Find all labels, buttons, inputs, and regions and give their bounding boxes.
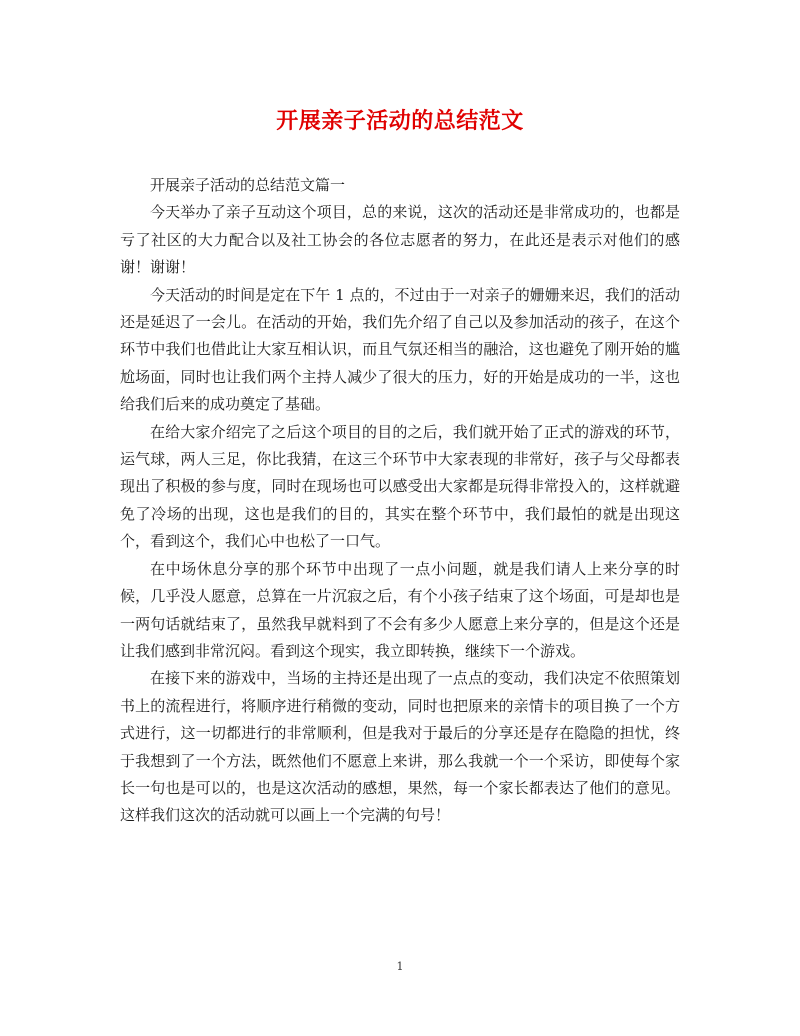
page-number: 1 — [396, 960, 404, 973]
section-heading: 开展亲子活动的总结范文篇一 — [150, 176, 346, 194]
paragraph-2: 今天活动的时间是定在下午 1 点的，不过由于一对亲子的姗姗来迟，我们的活动还是延迟了一会儿。在活动的开始，我们先介绍了自己以及参加活动的孩子，在这个环节中我们也借此让大家互相认识，而且气氛还相当的融洽，这也避免了刚开始的尴尬场面，同时也让我们两个主持人减少了很大的压力，好的开始是成功的一半，这也给我们后来的成功奠定了基础。 — [120, 285, 680, 414]
paragraph-3: 在给大家介绍完了之后这个项目的目的之后，我们就开始了正式的游戏的环节，运气球，两人三足，你比我猜，在这三个环节中大家表现的非常好，孩子与父母都表现出了积极的参与度，同时在现场也可以感受出大家都是玩得非常投入的，这样就避免了冷场的出现，这也是我们的目的，其实在整个环节中，我们最怕的就是出现这个，看到这个，我们心中也松了一口气。 — [120, 422, 680, 551]
paragraph-1: 今天举办了亲子互动这个项目，总的来说，这次的活动还是非常成功的，也都是亏了社区的大力配合以及社工协会的各位志愿者的努力，在此还是表示对他们的感谢！谢谢！ — [120, 203, 680, 277]
document-title: 开展亲子活动的总结范文 — [276, 108, 524, 134]
paragraph-4: 在中场休息分享的那个环节中出现了一点小问题，就是我们请人上来分享的时候，几乎没人愿意，总算在一片沉寂之后，有个小孩子结束了这个场面，可是却也是一两句话就结束了，虽然我早就料到了不会有多少人愿意上来分享的，但是这个还是让我们感到非常沉闷。看到这个现实，我立即转换，继续下一个游戏。 — [120, 559, 680, 660]
document-body — [120, 172, 680, 830]
paragraph-5: 在接下来的游戏中，当场的主持还是出现了一点点的变动，我们决定不依照策划书上的流程进行，将顺序进行稍微的变动，同时也把原来的亲情卡的项目换了一个方式进行，这一切都进行的非常顺利，但是我对于最后的分享还是存在隐隐的担忧，终于我想到了一个方法，既然他们不愿意上来讲，那么我就一个一个采访，即使每个家长一句也是可以的，也是这次活动的感想，果然，每一个家长都表达了他们的意见。这样我们这次的活动就可以画上一个完满的句号！ — [120, 669, 680, 825]
